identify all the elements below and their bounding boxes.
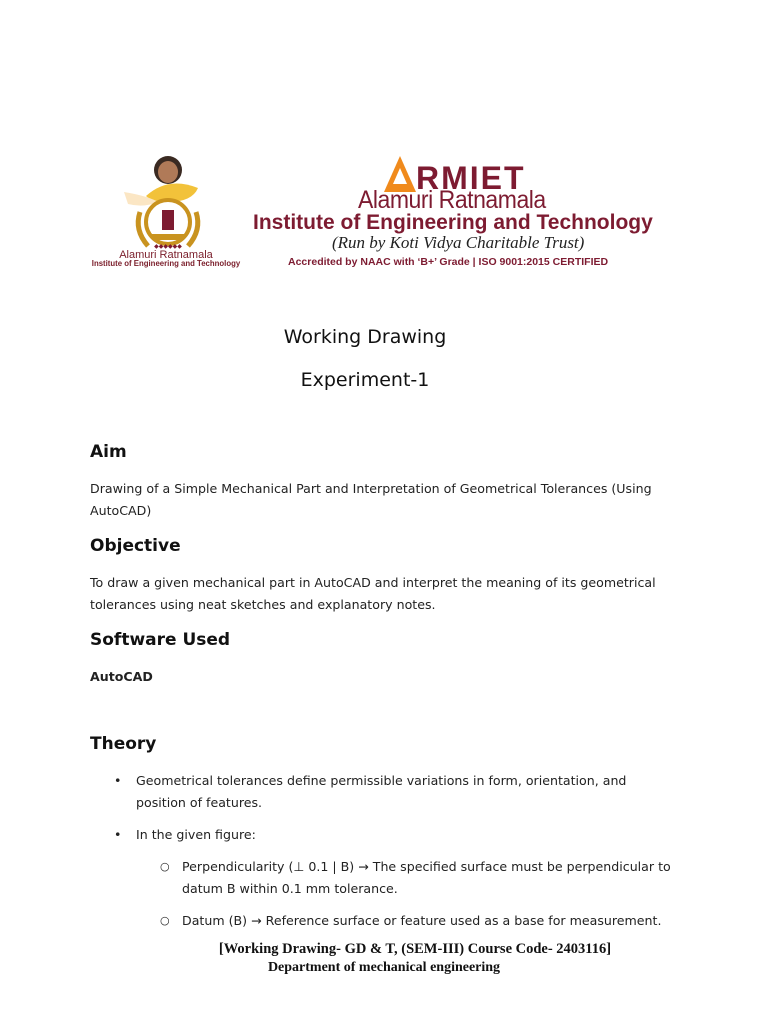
list-item — [90, 770, 680, 814]
experiment-number: Experiment-1 — [300, 369, 430, 391]
software-heading: Software Used — [90, 630, 231, 650]
theory-list — [90, 770, 680, 942]
footer-department-line: Department of mechanical engineering — [267, 960, 501, 975]
theory-sub-bullet-text: Datum (B) → Reference surface or feature used as a base for measurement. — [182, 913, 662, 928]
list-item — [90, 824, 680, 932]
accreditation-line: Accredited by NAAC with ‘B+’ Grade | ISO 9001:2015 CERTIFIED — [288, 256, 609, 268]
bullet-icon: • — [114, 827, 122, 842]
theory-sub-list — [136, 856, 680, 932]
theory-heading: Theory — [90, 734, 157, 754]
svg-text:RMIET: RMIET — [416, 160, 526, 196]
bullet-icon: • — [114, 773, 122, 788]
aim-text: Drawing of a Simple Mechanical Part and Interpretation of Geometrical Tolerances (Using AutoCAD) — [90, 481, 652, 518]
hollow-bullet-icon: ○ — [160, 914, 170, 927]
theory-bullet-text: In the given figure: — [136, 827, 256, 842]
svg-text:◆◆◆◆◆◆: ◆◆◆◆◆◆ — [154, 244, 182, 250]
institute-name: Institute of Engineering and Technology — [253, 211, 653, 234]
objective-text: To draw a given mechanical part in AutoCAD and interpret the meaning of its geometrical tolerances using neat sketches and explanatory notes. — [90, 575, 656, 612]
footer-course-line: [Working Drawing- GD & T, (SEM-III) Course Code- 2403116] — [218, 941, 612, 957]
brand-name: Alamuri Ratnamala — [358, 186, 546, 214]
theory-bullet-text: Geometrical tolerances define permissible variations in form, orientation, and position of features. — [136, 773, 627, 810]
emblem-subtitle: Institute of Engineering and Technology — [91, 259, 241, 268]
list-item — [136, 856, 680, 900]
emblem-name: Alamuri Ratnamala — [119, 249, 213, 261]
hollow-bullet-icon: ○ — [160, 860, 170, 873]
document-title: Working Drawing — [283, 326, 447, 348]
objective-heading: Objective — [90, 536, 181, 556]
aim-heading: Aim — [90, 442, 127, 462]
theory-sub-bullet-text: Perpendicularity (⊥ 0.1 | B) → The specified surface must be perpendicular to datum B within 0.1 mm tolerance. — [182, 859, 671, 896]
software-text: AutoCAD — [90, 669, 153, 684]
list-item — [136, 910, 680, 932]
trust-line: (Run by Koti Vidya Charitable Trust) — [332, 233, 585, 252]
